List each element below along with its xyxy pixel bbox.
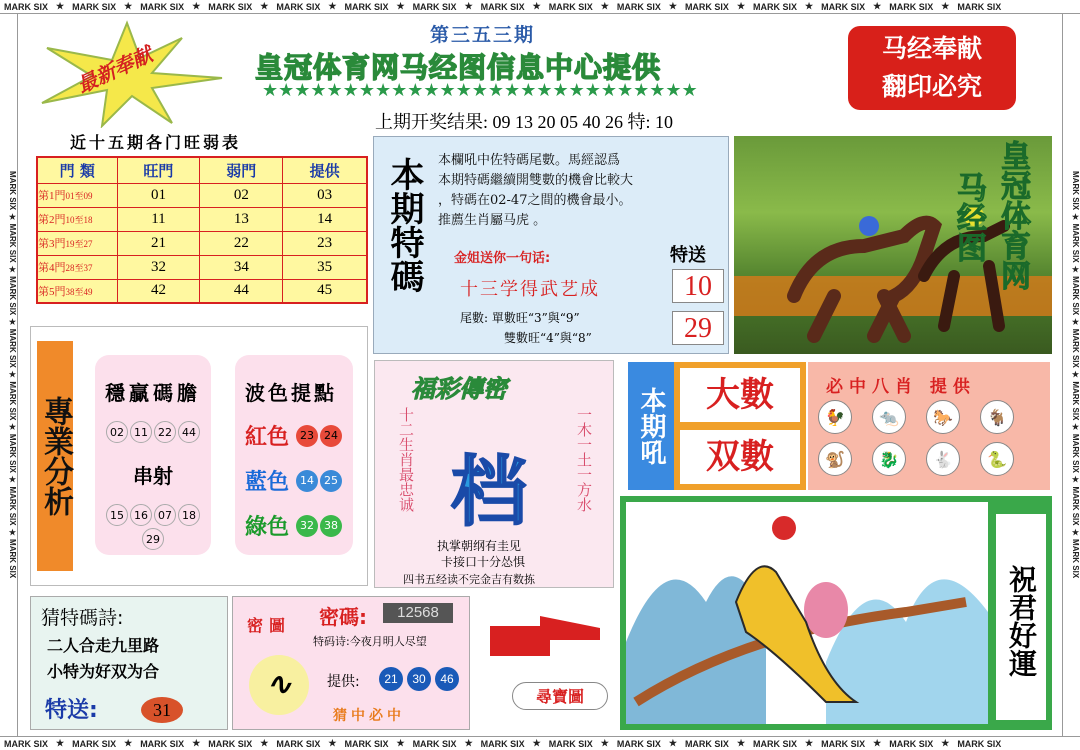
number-ball: 30 <box>407 667 431 691</box>
copyright-badge <box>848 26 1016 110</box>
monkey-icon: 🐒 <box>818 442 852 476</box>
poem-give-number: 31 <box>141 697 183 723</box>
fortune-title: 福彩傳密 <box>411 375 507 403</box>
number-ball: 16 <box>130 504 152 526</box>
bird-painting <box>626 502 988 724</box>
number-ball: 07 <box>154 504 176 526</box>
poem-title: 猜特碼詩: <box>41 607 124 629</box>
photo-vertical-subtitle: 马经图 <box>951 172 986 262</box>
door-table <box>36 156 368 304</box>
number-ball: 11 <box>130 421 152 443</box>
fortune-line3: 四书五经读不完金吉有数拣 <box>403 573 535 586</box>
fortune-left-vertical: 十二生肖最忠诚 <box>397 407 415 512</box>
last-result <box>375 108 673 134</box>
poem-line1: 二人合走九里路 <box>47 636 160 655</box>
table-header: 旺門 <box>117 157 200 183</box>
table-header-row <box>37 157 367 183</box>
wish-vertical: 祝君好運 <box>996 514 1046 720</box>
chain-shot-title: 串射 <box>133 464 173 488</box>
big-number: 大數 <box>680 368 800 422</box>
fortune-right-vertical: 一木一土一方水 <box>575 407 593 512</box>
secret-foot: 猜中必中 <box>333 708 405 724</box>
slogan: 十三学得武艺成 <box>460 279 600 300</box>
period-title: 第三五三期 <box>430 24 536 46</box>
number-ball: 25 <box>320 470 342 492</box>
secret-code: 12568 <box>383 603 453 623</box>
number-ball: 29 <box>142 528 164 550</box>
tail-line1: 尾數: 單數旺“3”與“9” <box>460 311 580 325</box>
secret-give-label: 提供: <box>327 674 360 690</box>
tail-line2: 雙數旺“4”與“8” <box>504 331 592 345</box>
color-row-blue: 藍色 14 25 <box>245 465 353 496</box>
give-number-1: 10 <box>672 269 724 303</box>
number-ball: 23 <box>296 425 318 447</box>
table-header: 門 類 <box>37 157 117 183</box>
dragon-icon: 🐉 <box>872 442 906 476</box>
special-code-text: 本欄吼中佐特碼尾數。馬經認爲 本期特碼繼續開雙數的機會比較大 ，特碼在02-47之間的機會最小。 推薦生肖屬马虎 。 <box>438 153 634 228</box>
secret-poem: 特码诗:今夜月明人尽望 <box>313 635 427 648</box>
table-row: 第1門01至09 01 02 03 <box>37 183 367 207</box>
wave-color-title: 波色提點 <box>245 381 337 405</box>
number-ball: 24 <box>320 425 342 447</box>
secret-box <box>232 596 470 730</box>
treasure-panel <box>620 496 1052 730</box>
secret-numbers <box>379 667 459 691</box>
give-label: 特送 <box>670 245 706 266</box>
number-ball: 15 <box>106 504 128 526</box>
number-ball: 14 <box>296 470 318 492</box>
rooster-icon: 🐓 <box>818 400 852 434</box>
pointing-hand-icon <box>480 606 610 666</box>
horse-race-photo <box>734 136 1052 354</box>
number-ball: 02 <box>106 421 128 443</box>
snake-icon: 🐍 <box>980 442 1014 476</box>
star-badge <box>22 18 232 128</box>
poem-line2: 小特为好双为合 <box>47 662 160 681</box>
poem-give-label: 特送: <box>45 698 98 723</box>
table-row: 第3門19至27 21 22 23 <box>37 231 367 255</box>
give-number-2: 29 <box>672 311 724 345</box>
table-row: 第4門28至37 32 34 35 <box>37 255 367 279</box>
horse-icon: 🐎 <box>926 400 960 434</box>
color-row-red: 紅色 23 24 <box>245 420 353 451</box>
number-ball: 32 <box>296 515 318 537</box>
number-ball: 18 <box>178 504 200 526</box>
last-result-numbers: 09 13 20 05 40 26 <box>492 112 624 132</box>
top-border: MARK SIX ★ MARK SIX ★ MARK SIX ★ MARK SIX ★ MARK SIX ★ MARK SIX ★ MARK SIX ★ MARK SIX ★ MARK SIX ★ MARK SIX ★ MARK SIX ★ MARK SIX ★ MARK SIX ★ MARK SIX ★ MARK SIX <box>0 0 1080 14</box>
photo-vertical-title: 皇冠体育网 <box>995 140 1030 290</box>
fortune-line2: 卡接口十分怂惧 <box>441 555 526 569</box>
number-ball: 22 <box>154 421 176 443</box>
wave-color-box <box>235 355 353 555</box>
number-ball: 21 <box>379 667 403 691</box>
even-number: 双數 <box>680 430 800 484</box>
special-code-box <box>373 136 729 354</box>
slogan-label: 金姐送你一句话: <box>454 251 551 266</box>
special-value: 10 <box>655 112 674 132</box>
left-border: MARK SIX ★ MARK SIX ★ MARK SIX ★ MARK SIX ★ MARK SIX ★ MARK SIX ★ MARK SIX ★ MARK SIX <box>0 14 18 736</box>
star-badge-text: 最新奉献 <box>73 42 156 98</box>
table-title: 近十五期各门旺弱表 <box>70 133 242 152</box>
rabbit-icon: 🐇 <box>926 442 960 476</box>
eight-zodiac-box <box>808 362 1050 490</box>
main-title: 皇冠体育网马经图信息中心提供 <box>255 51 662 84</box>
this-period-vertical: 本期吼 <box>628 362 674 490</box>
treasure-label: 尋寶圖 <box>512 682 608 710</box>
poem-box <box>30 596 228 730</box>
sure-win-title: 穩贏碼膽 <box>105 381 201 405</box>
secret-label: 密圖 <box>247 616 292 635</box>
bird-painting-icon <box>626 502 988 724</box>
last-result-label: 上期开奖结果: <box>375 112 489 132</box>
color-row-green: 綠色 32 38 <box>245 510 353 541</box>
table-row: 第2門10至18 11 13 14 <box>37 207 367 231</box>
number-ball: 44 <box>178 421 200 443</box>
special-label: 特: <box>627 112 651 132</box>
rat-icon: 🐀 <box>872 400 906 434</box>
eight-zodiac-title: 必中八肖 提供 <box>826 377 976 397</box>
fortune-box <box>374 360 614 588</box>
number-ball: 38 <box>320 515 342 537</box>
table-header: 弱門 <box>200 157 283 183</box>
analysis-panel <box>30 326 368 586</box>
fortune-big-char: 档 <box>451 447 527 536</box>
table-row: 第5門38至49 42 44 45 <box>37 279 367 303</box>
analysis-vertical: 專業分析 <box>37 341 73 571</box>
zodiac-grid <box>818 400 1018 476</box>
sure-win-box <box>95 355 211 555</box>
secret-doodle-icon: ∿ <box>249 655 309 715</box>
right-border: MARK SIX ★ MARK SIX ★ MARK SIX ★ MARK SIX ★ MARK SIX ★ MARK SIX ★ MARK SIX ★ MARK SIX <box>1062 14 1080 736</box>
table-header: 提供 <box>283 157 367 183</box>
star-row: ★★★★★★★★★★★★★★★★★★★★★★★★★★★ <box>262 80 698 101</box>
goat-icon: 🐐 <box>980 400 1014 434</box>
secret-code-label: 密碼: <box>319 605 367 629</box>
bottom-border: MARK SIX ★ MARK SIX ★ MARK SIX ★ MARK SIX ★ MARK SIX ★ MARK SIX ★ MARK SIX ★ MARK SIX ★ MARK SIX ★ MARK SIX ★ MARK SIX ★ MARK SIX ★ MARK SIX ★ MARK SIX ★ MARK SIX <box>0 736 1080 750</box>
badge-line1: 马经奉献 <box>881 34 982 63</box>
badge-line2: 翻印必究 <box>881 72 982 101</box>
special-code-vertical: 本期特碼 <box>384 157 424 293</box>
fortune-line1: 执掌朝纲有圭见 <box>437 539 522 553</box>
this-period-box <box>628 362 806 490</box>
number-ball: 46 <box>435 667 459 691</box>
